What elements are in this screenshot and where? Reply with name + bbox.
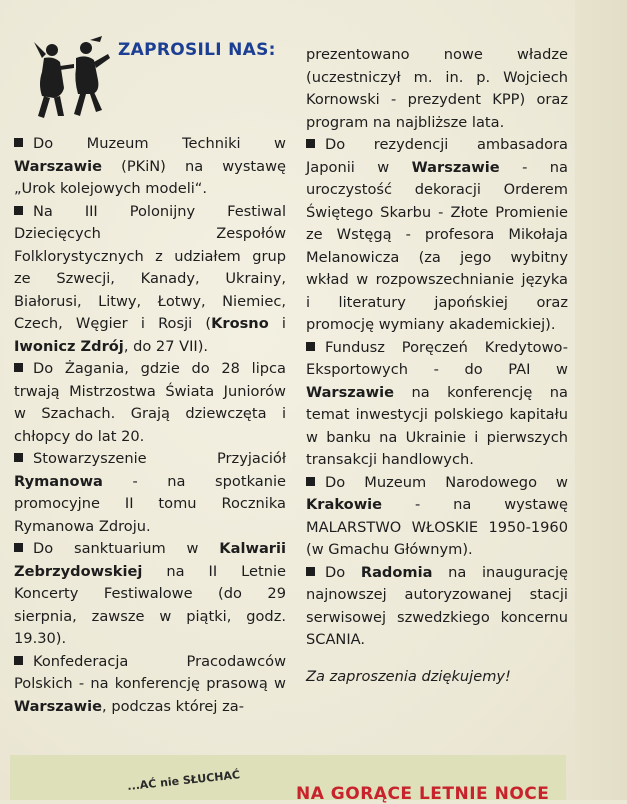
- place-name: Krakowie: [306, 496, 383, 513]
- place-name: Warszawie: [14, 157, 103, 175]
- item-text: Do sanktuarium w: [33, 540, 220, 557]
- item-text: Do rezydencji ambasadora Japonii w: [306, 136, 568, 176]
- item-text: Fundusz Poręczeń Kredytowo-Eksportowych - do PAI w: [306, 338, 568, 378]
- square-bullet-icon: [306, 139, 315, 148]
- item-text: na II Letnie Koncerty Festiwalowe (do 29 sierpnia, zawsze w piątki, godz. 19.30).: [14, 562, 286, 647]
- announcement-item: [14, 651, 286, 719]
- place-name: Rymanowa: [14, 472, 103, 490]
- left-column: [14, 133, 286, 718]
- announcement-item: [14, 133, 286, 201]
- folk-dancers-icon: [28, 36, 112, 122]
- item-text: Do Muzeum Narodowego w: [325, 473, 568, 491]
- continued-paragraph: prezentowano nowe władze (uczestniczył m. in. p. Wojciech Kornowski - prezydent KPP) oraz program na najbliższe lata.: [306, 46, 568, 131]
- square-bullet-icon: [14, 543, 23, 552]
- square-bullet-icon: [14, 656, 23, 665]
- item-text: Konfederacja Pracodawców Polskich - na konferencję prasową w: [14, 652, 286, 692]
- place-name: Krosno: [211, 315, 269, 332]
- announcement-item: [306, 134, 568, 337]
- page-margin: [575, 0, 627, 800]
- item-text: - na wystawę MALARSTWO WŁOSKIE 1950-1960 (w Gmachu Głównym).: [306, 496, 568, 558]
- square-bullet-icon: [14, 453, 23, 462]
- item-text: , do 27 VII).: [123, 337, 209, 355]
- square-bullet-icon: [306, 477, 315, 486]
- place-name: Warszawie: [411, 158, 500, 176]
- square-bullet-icon: [14, 206, 23, 215]
- right-column-items: [306, 134, 568, 652]
- announcement-item: [14, 358, 286, 448]
- place-name: Iwonicz Zdrój: [14, 337, 124, 355]
- place-name: Kalwarii Zebrzydowskiej: [14, 540, 286, 580]
- announcement-item: [306, 472, 568, 562]
- item-text: (PKiN) na wystawę „Urok kolejowych modeli“.: [14, 157, 286, 197]
- square-bullet-icon: [306, 567, 315, 576]
- square-bullet-icon: [14, 363, 23, 372]
- right-column: [306, 44, 568, 688]
- place-name: Warszawie: [14, 697, 103, 715]
- announcement-item: [306, 337, 568, 472]
- item-text: Na III Polonijny Festiwal Dziecięcych Zespołów Folklorystycznych z udziałem grup ze Szwecji, Kanady, Ukrainy, Białorusi, Litwy, Łotwy, Niemiec, Czech, Węgier i Rosji (: [14, 202, 286, 332]
- item-text: Do Muzeum Techniki w: [33, 135, 286, 152]
- announcement-item: [14, 538, 286, 651]
- announcement-item: [306, 562, 568, 652]
- section-heading: ZAPROSILI NAS:: [118, 40, 276, 60]
- advert-left-text: ...AĆ nie SŁUCHAĆ: [126, 768, 241, 793]
- thanks-note: Za zaproszenia dziękujemy!: [306, 667, 511, 685]
- item-text: i: [268, 315, 286, 332]
- announcement-item: [14, 201, 286, 359]
- item-text: na inaugurację najnowszej autoryzowanej stacji serwisowej szwedzkiego koncernu SCANIA.: [306, 563, 569, 648]
- item-text: , podczas której za-: [102, 697, 244, 715]
- advert-right-title: NA GORĄCE LETNIE NOCE: [296, 784, 550, 804]
- item-text: - na uroczystość dekoracji Orderem Świętego Skarbu - Złote Promienie ze Wstęgą - profesora Mikołaja Melanowicza (za jego wybitny wkład w rozpowszechnianie języka i literatury japońskiej oraz promocję wymiany akademickiej).: [306, 158, 568, 333]
- item-text: - na spotkanie promocyjne II tomu Rocznika Rymanowa Zdroju.: [14, 472, 286, 535]
- announcement-item: [14, 448, 286, 538]
- place-name: Warszawie: [306, 383, 395, 401]
- square-bullet-icon: [14, 138, 23, 147]
- item-text: na konferencję na temat inwestycji polskiego kapitału w banku na Ukrainie i pierwszych transakcji handlowych.: [306, 383, 568, 468]
- item-text: Do: [325, 563, 361, 581]
- item-text: Do Żagania, gdzie do 28 lipca trwają Mistrzostwa Świata Juniorów w Szachach. Grają dziewczęta i chłopcy do lat 20.: [14, 360, 286, 445]
- place-name: Radomia: [360, 563, 433, 581]
- square-bullet-icon: [306, 342, 315, 351]
- item-text: Stowarzyszenie Przyjaciół: [33, 450, 286, 467]
